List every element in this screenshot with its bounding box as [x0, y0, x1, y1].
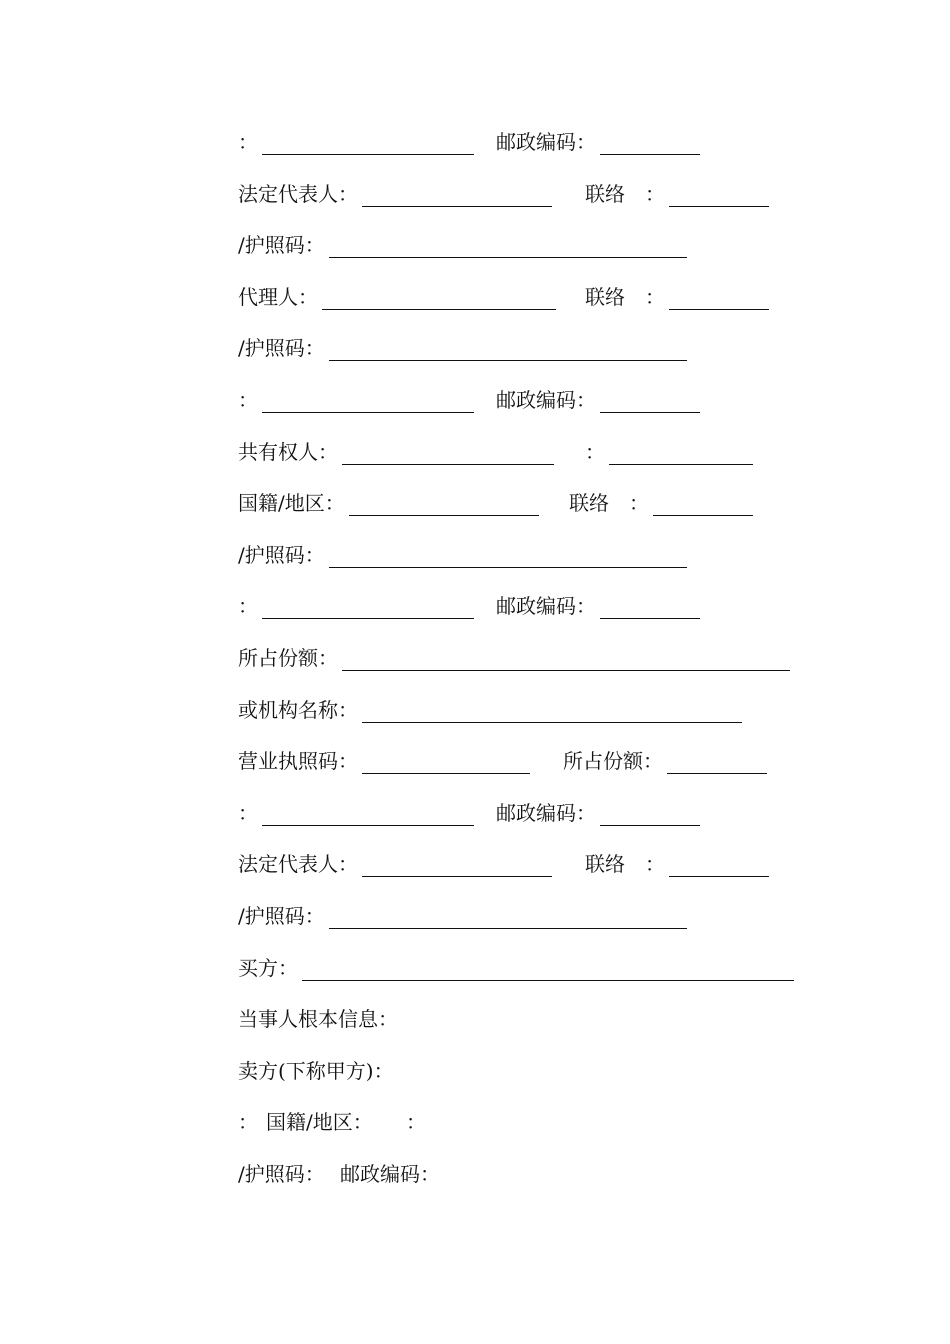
form-row — [238, 426, 838, 478]
fill-in-blank[interactable] — [600, 390, 700, 413]
form-field — [238, 436, 554, 465]
fill-in-blank[interactable] — [322, 287, 556, 310]
form-field — [238, 126, 474, 155]
form-field — [238, 229, 687, 258]
field-label: ： — [406, 1110, 426, 1135]
form-row — [238, 529, 838, 581]
form-field — [238, 1106, 258, 1135]
field-label: 邮政编码： — [496, 130, 596, 154]
form-field — [496, 384, 700, 413]
form-field — [238, 487, 539, 516]
fill-in-blank[interactable] — [600, 132, 700, 155]
form-row — [238, 632, 838, 684]
form-row — [238, 1096, 838, 1148]
form-row — [238, 219, 838, 271]
form-field — [238, 642, 790, 671]
form-field — [238, 694, 742, 723]
fill-in-blank[interactable] — [669, 184, 769, 207]
field-label: ： — [238, 130, 258, 154]
form-row — [238, 580, 838, 632]
form-field — [238, 745, 530, 774]
fill-in-blank[interactable] — [600, 596, 700, 619]
field-label: 当事人根本信息： — [238, 1007, 398, 1032]
form-row — [238, 477, 838, 529]
field-label: 法定代表人： — [238, 181, 358, 206]
form-page — [238, 116, 838, 1199]
fill-in-blank[interactable] — [329, 906, 687, 929]
field-label: 国籍/地区： — [266, 1110, 373, 1135]
form-row — [238, 116, 838, 168]
form-row — [238, 890, 838, 942]
fill-in-blank[interactable] — [342, 648, 790, 671]
form-field — [238, 332, 687, 361]
form-field — [238, 1158, 325, 1187]
form-row — [238, 322, 838, 374]
field-label: ： — [238, 594, 258, 619]
field-label: 联络 ： — [585, 852, 665, 877]
field-label: /护照码： — [238, 336, 325, 361]
fill-in-blank[interactable] — [667, 751, 767, 774]
fill-in-blank[interactable] — [349, 493, 539, 516]
form-field — [569, 487, 753, 516]
fill-in-blank[interactable] — [362, 854, 552, 877]
fill-in-blank[interactable] — [609, 442, 753, 465]
form-row — [238, 374, 838, 426]
field-label: 联络 ： — [585, 284, 665, 309]
form-field — [238, 900, 687, 929]
field-label: 买方： — [238, 955, 298, 980]
fill-in-blank[interactable] — [329, 235, 687, 258]
form-row — [238, 271, 838, 323]
fill-in-blank[interactable] — [600, 803, 700, 826]
form-field — [563, 745, 767, 774]
form-field — [585, 281, 769, 310]
form-field — [585, 436, 753, 465]
field-label: 或机构名称： — [238, 697, 358, 722]
field-label: /护照码： — [238, 903, 325, 928]
field-label: /护照码： — [238, 233, 325, 258]
form-row — [238, 1045, 838, 1097]
form-field — [266, 1106, 373, 1135]
fill-in-blank[interactable] — [362, 751, 530, 774]
fill-in-blank[interactable] — [262, 390, 474, 413]
fill-in-blank[interactable] — [653, 493, 753, 516]
field-label: /护照码： — [238, 1161, 325, 1186]
field-label: 邮政编码： — [496, 594, 596, 619]
form-field — [496, 590, 700, 619]
field-label: ： — [238, 1110, 258, 1135]
form-field — [238, 590, 474, 619]
fill-in-blank[interactable] — [669, 854, 769, 877]
fill-in-blank[interactable] — [262, 596, 474, 619]
field-label: 所占份额： — [238, 645, 338, 670]
field-label: 营业执照码： — [238, 749, 358, 774]
form-field — [238, 1003, 398, 1032]
form-row — [238, 993, 838, 1045]
field-label: 邮政编码： — [340, 1161, 440, 1186]
field-label: 联络 ： — [569, 491, 649, 516]
form-field — [238, 797, 474, 826]
form-row — [238, 168, 838, 220]
field-label: 代理人： — [238, 284, 318, 309]
field-label: 卖方(下称甲方)： — [238, 1058, 394, 1083]
form-field — [238, 384, 474, 413]
form-row — [238, 735, 838, 787]
field-label: ： — [238, 800, 258, 825]
fill-in-blank[interactable] — [302, 958, 794, 981]
form-row — [238, 838, 838, 890]
form-row — [238, 684, 838, 736]
form-field — [238, 178, 552, 207]
fill-in-blank[interactable] — [329, 545, 687, 568]
form-field — [238, 1055, 394, 1084]
form-row — [238, 942, 838, 994]
field-label: 法定代表人： — [238, 852, 358, 877]
field-label: ： — [238, 387, 258, 412]
form-field — [496, 797, 700, 826]
fill-in-blank[interactable] — [362, 184, 552, 207]
form-field — [340, 1158, 440, 1187]
form-field — [238, 952, 794, 981]
form-row — [238, 787, 838, 839]
form-field — [585, 848, 769, 877]
form-field — [496, 126, 700, 155]
field-label: 邮政编码： — [496, 800, 596, 825]
field-label: ： — [585, 439, 605, 464]
field-label: 国籍/地区： — [238, 491, 345, 516]
field-label: 所占份额： — [563, 749, 663, 774]
fill-in-blank[interactable] — [362, 700, 742, 723]
fill-in-blank[interactable] — [262, 803, 474, 826]
form-field — [238, 539, 687, 568]
fill-in-blank[interactable] — [329, 338, 687, 361]
form-row — [238, 1148, 838, 1200]
fill-in-blank[interactable] — [342, 442, 554, 465]
fill-in-blank[interactable] — [262, 132, 474, 155]
fill-in-blank[interactable] — [669, 287, 769, 310]
field-label: 邮政编码： — [496, 387, 596, 412]
form-field — [585, 178, 769, 207]
field-label: 共有权人： — [238, 439, 338, 464]
form-field — [406, 1106, 426, 1135]
field-label: 联络 ： — [585, 181, 665, 206]
form-field — [238, 281, 556, 310]
form-field — [238, 848, 552, 877]
field-label: /护照码： — [238, 542, 325, 567]
